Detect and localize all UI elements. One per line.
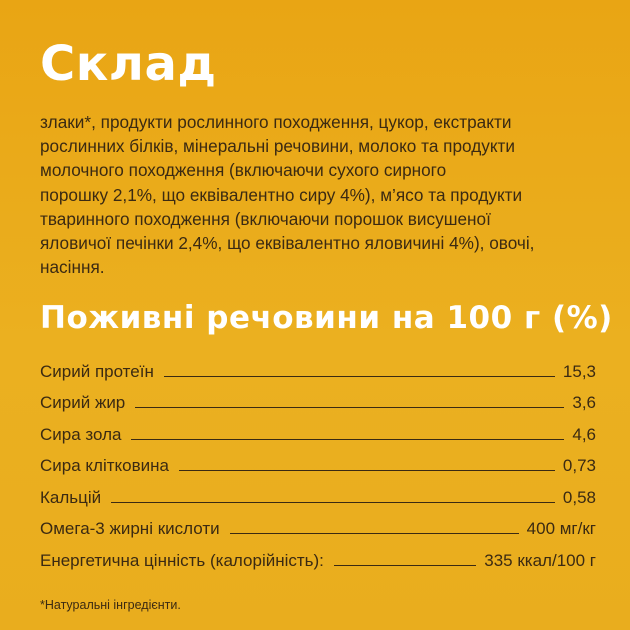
nutrient-value: 0,73 [562,456,596,475]
leader-line [131,439,564,440]
footnote: *Натуральні інгредієнти. [40,598,181,612]
composition-line: рослинних білків, мінеральні речовини, молоко та продукти [40,136,516,157]
nutrient-value: 0,58 [562,487,596,507]
leader-line [164,376,555,377]
nutrient-label: Сирий жир [40,393,126,412]
nutrients-table [40,350,596,571]
leader-line [179,470,555,471]
nutrients-heading: Поживні речовини на 100 г (%) [40,300,613,336]
nutrient-row-fat [40,382,596,414]
nutrient-row-protein [40,350,596,382]
leader-line [111,502,555,503]
composition-line: тваринного походження (включаючи порошок висушеної [40,208,491,229]
composition-line: яловичої печінки 2,4%, що еквівалентно яловичині 4%), овочі, [40,233,535,254]
nutrient-row-omega3 [40,508,596,540]
leader-line [135,407,564,408]
nutrient-value: 4,6 [572,424,596,444]
nutrient-row-fiber [40,445,596,477]
nutrient-label: Сирий протеїн [40,361,154,381]
composition-heading: Склад [40,36,217,92]
composition-line: порошку 2,1%, що еквівалентно сиру 4%), м’ясо та продукти [40,184,523,205]
leader-line [334,565,476,566]
leader-line [230,533,519,534]
nutrient-row-ash [40,413,596,445]
nutrient-row-energy [40,539,596,571]
nutrient-value: 335 ккал/100 г [484,550,596,570]
nutrient-label: Енергетична цінність (калорійність): [40,550,324,570]
nutrient-label: Кальцій [40,487,102,507]
nutrient-label: Сира зола [40,424,122,444]
nutrient-label: Омега-3 жирні кислоти [40,519,220,538]
composition-text [40,110,600,279]
composition-line: молочного походження (включаючи сухого сирного [40,160,447,181]
composition-line: злаки*, продукти рослинного походження, цукор, екстракти [40,112,512,132]
nutrient-row-calcium [40,476,596,508]
composition-line: насіння. [40,257,105,278]
nutrient-value: 3,6 [572,393,596,412]
nutrient-value: 15,3 [562,361,596,381]
nutrient-label: Сира клітковина [40,456,169,475]
nutrient-value: 400 мг/кг [526,519,596,538]
